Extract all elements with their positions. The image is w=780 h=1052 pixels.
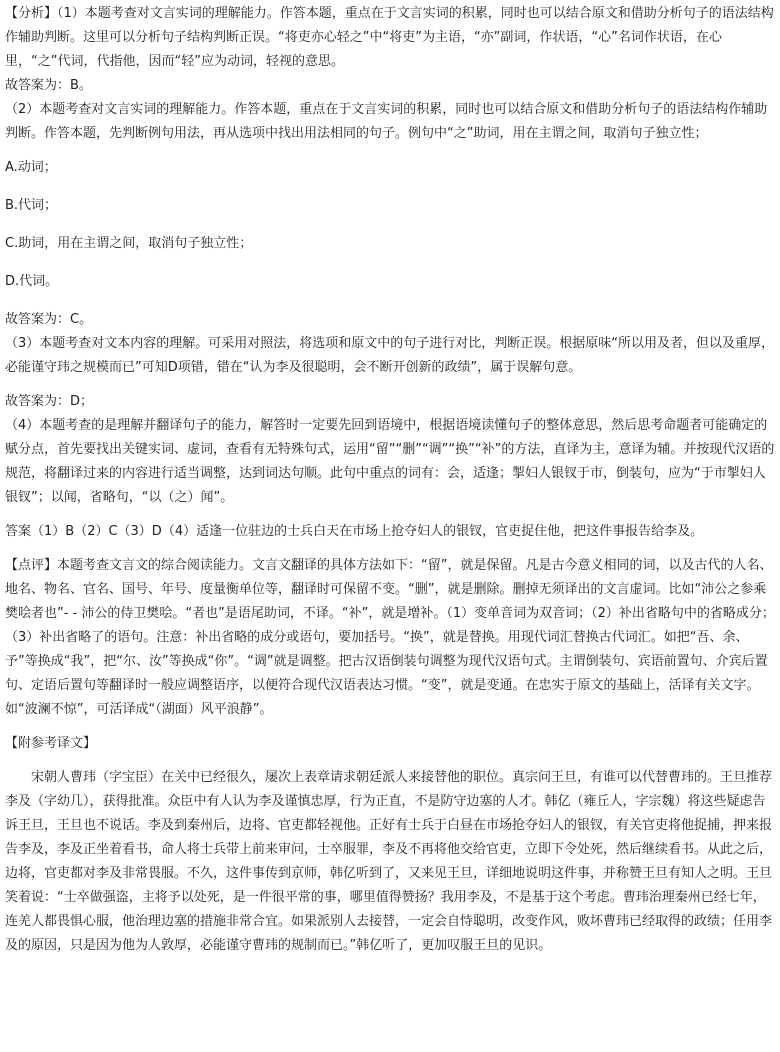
- answer-line-3: 故答案为：D；: [5, 394, 94, 409]
- analysis-paragraph-3: （3）本题考查对文本内容的理解。可采用对照法，将选项和原文中的句子进行对比，判断正误。根据原味“所以用及者，但以及重厚，必能谨守玮之规模而已”可知D项错，错在“认为李及很聪明，会不断开创新的政绩”，属于误解句意。: [5, 336, 775, 375]
- final-answer: 答案（1）B（2）C（3）D（4）适逢一位驻边的士兵白天在市场上抢夺妇人的银钗，官吏捉住他，把这件事报告给李及。: [5, 524, 704, 539]
- option-c: C.助词，用在主谓之间，取消句子独立性；: [5, 236, 253, 251]
- option-a: A.动词；: [5, 160, 57, 175]
- analysis-paragraph-1: 【分析】（1）本题考查对文言实词的理解能力。作答本题，重点在于文言实词的积累，同时也可以结合原文和借助分析句子的语法结构作辅助判断。这里可以分析句子结构判断正误。“将吏亦心轻之”中“将吏”为主语，“亦”副词，作状语，“心”名词作状语，在心里，“之”代词，代指他，因而“轻”应为动词，轻视的意思。: [5, 6, 774, 69]
- answer-line-1: 故答案为：B。: [5, 78, 92, 93]
- option-b: B.代词；: [5, 198, 58, 213]
- comment-paragraph: 【点评】本题考查文言文的综合阅读能力。文言文翻译的具体方法如下：“留”，就是保留。凡是古今意义相同的词，以及古代的人名、地名、物名、官名、国号、年号、度量衡单位等，翻译时可保留不变。“删”，就是删除。删掉无须译出的文言虚词。比如“沛公之参乘樊哙者也”- - 沛公的侍卫樊哙。“者也”是语尾助词，不译。“补”，就是增补。（1）变单音词为双音词；（2）补出省略句中的省略成分；（3）补出省略了的语句。注意：补出省略的成分或语句，要加括号。“换”，就是替换。用现代词汇替换古代词汇。如把“吾、余、予”等换成“我”，把“尔、汝”等换成“你”。“调”就是调整。把古汉语倒装句调整为现代汉语句式。主谓倒装句、宾语前置句、介宾后置句、定语后置句等翻译时一般应调整语序，以便符合现代汉语表达习惯。“变”，就是变通。在忠实于原文的基础上，活译有关文字。如“波澜不惊”，可活译成“（湖面）风平浪静”。: [5, 558, 775, 717]
- analysis-paragraph-4: （4）本题考查的是理解并翻译句子的能力，解答时一定要先回到语境中，根据语境读懂句子的整体意思，然后思考命题者可能确定的赋分点，首先要找出关键实词、虚词，查看有无特殊句式，运用“留”“删”“调”“换”“补”的方法，直译为主，意译为辅。并按现代汉语的规范，将翻译过来的内容进行适当调整，达到词达句顺。此句中重点的词有：会，适逢；掣妇人银钗于市，倒装句，应为“于市掣妇人银钗”；以闻，省略句，“以（之）闻”。: [5, 418, 775, 505]
- answer-line-2: 故答案为：C。: [5, 312, 93, 327]
- translation-body: 宋朝人曹玮（字宝臣）在关中已经很久，屡次上表章请求朝廷派人来接替他的职位。真宗问王旦，有谁可以代替曹玮的。王旦推荐李及（字幼几），获得批准。众臣中有人认为李及谨慎忠厚，行为正直，不是防守边塞的人才。韩亿（雍丘人，字宗魏）将这些疑虑告诉王旦，王旦也不说话。李及到秦州后，边将、官吏都轻视他。正好有士兵于白昼在市场抢夺妇人的银钗，有关官吏将他捉捕，押来报告李及，李及正坐着看书，命人将士兵带上前来审问，士卒服罪，李及不再将他交给官吏，立即下令处死，然后继续看书。从此之后，边将，官吏都对李及非常畏服。不久，这件事传到京师，韩亿听到了，又来见王旦，详细地说明这件事，并称赞王旦有知人之明。王旦笑着说：“士卒做强盗，主将予以处死，是一件很平常的事，哪里值得赞扬？我用李及，不是基于这个考虑。曹玮治理秦州已经七年，连羌人都畏惧心服，他治理边塞的措施非常合宜。如果派别人去接替，一定会自恃聪明，改变作风，败坏曹玮已经取得的政绩；任用李及的原因，只是因为他为人敦厚，必能谨守曹玮的规制而已。”韩亿听了，更加叹服王旦的见识。: [5, 770, 773, 953]
- translation-heading: 【附参考译文】: [5, 736, 97, 751]
- analysis-paragraph-2: （2）本题考查对文言实词的理解能力。作答本题，重点在于文言实词的积累，同时也可以结合原文和借助分析句子的语法结构作辅助判断。作答本题，先判断例句用法，再从选项中找出用法相同的句子。例句中“之”助词，用在主谓之间，取消句子独立性；: [5, 102, 768, 141]
- option-d: D.代词。: [5, 274, 59, 289]
